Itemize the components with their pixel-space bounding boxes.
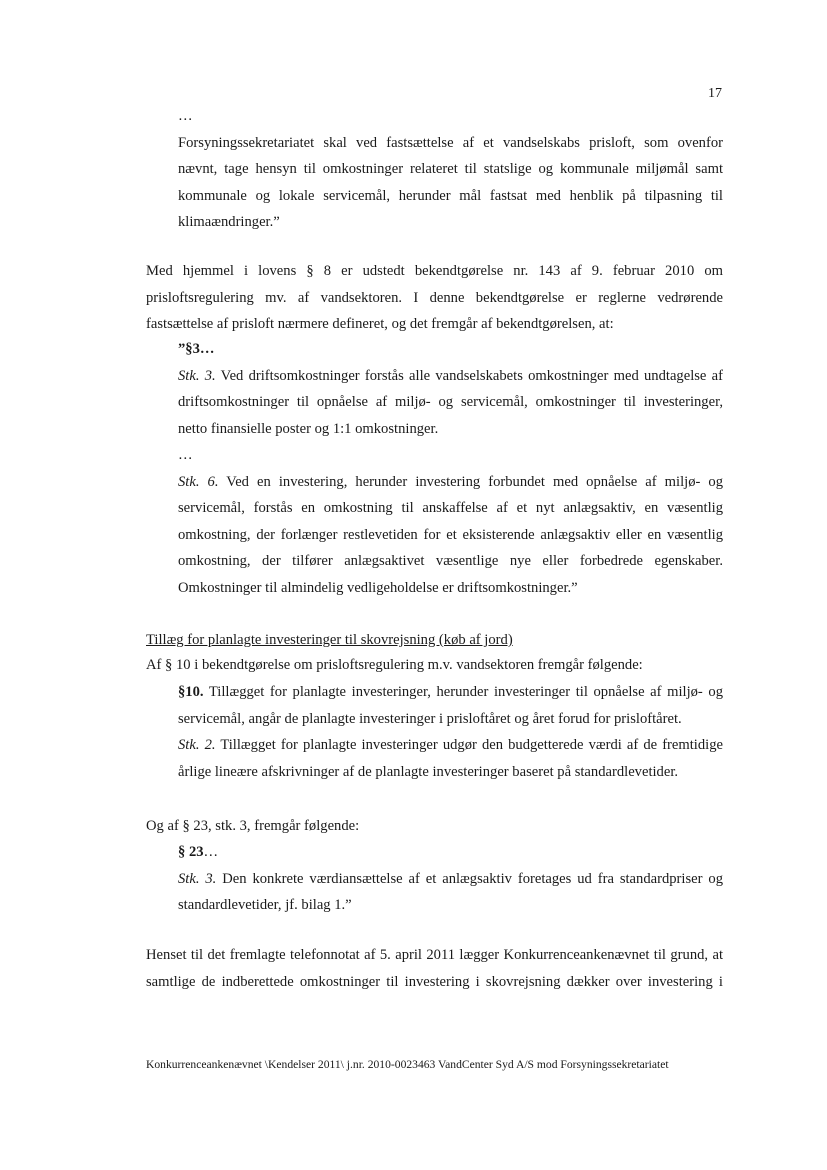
text-line: samtlige de indberettede omkostninger til investering i skovrejsning dækker over investering i	[146, 973, 723, 990]
section-text: Tillægget for planlagte investeringer, herunder investeringer til opnåelse af miljø- og	[203, 684, 723, 700]
stk-label: Stk. 3.	[178, 870, 217, 887]
paragraph-4	[146, 942, 723, 995]
text-line: driftsomkostninger til opnåelse af miljø- og servicemål, omkostninger til investeringer,	[178, 394, 723, 410]
text-line: kommunale og lokale servicemål, herunder mål fastsat med henblik på tilpasning til	[178, 187, 723, 204]
stk-label: Stk. 3.	[178, 367, 216, 384]
paragraph-2	[146, 652, 723, 679]
page-footer: Konkurrenceankenævnet \Kendelser 2011\ j.nr. 2010-0023463 VandCenter Syd A/S mod Forsyningssekretariatet	[146, 1058, 669, 1071]
stk-label: Stk. 2.	[178, 737, 216, 753]
text-line: Forsyningssekretariatet skal ved fastsættelse af et vandselskabs prisloft, som ovenfor	[178, 134, 723, 151]
text-line: Omkostninger til almindelig vedligeholdelse er driftsomkostninger.”	[178, 579, 578, 596]
ellipsis: …	[178, 108, 193, 124]
stk-label: Stk. 6.	[178, 473, 219, 490]
section-heading-underlined: Tillæg for planlagte investeringer til skovrejsning (køb af jord)	[146, 632, 513, 648]
text-line: omkostning, der forlænger restlevetiden for et eksisterende anlægsaktiv eller en væsentlig	[178, 526, 723, 543]
text-line: omkostning, der tilfører anlægsaktivet væsentlige nye eller forbedrede egenskaber.	[178, 553, 723, 569]
text-line: netto finansielle poster og 1:1 omkostninger.	[178, 420, 439, 437]
text-line: servicemål, forstås en omkostning til anskaffelse af et nyt anlægsaktiv, en væsentlig	[178, 500, 723, 516]
paragraph-3	[146, 813, 723, 840]
quote-block-2	[178, 336, 723, 601]
text-line: Henset til det fremlagte telefonnotat af 5. april 2011 lægger Konkurrenceankenævnet til grund, at	[146, 947, 723, 963]
section-heading: ”§3…	[178, 341, 215, 357]
text-line: standardlevetider, jf. bilag 1.”	[178, 897, 352, 913]
stk-text: Ved driftsomkostninger forstås alle vandselskabets omkostninger med undtagelse af	[215, 367, 723, 384]
text-line: Af § 10 i bekendtgørelse om prisloftsregulering m.v. vandsektoren fremgår følgende:	[146, 657, 643, 673]
text-line: servicemål, angår de planlagte investeringer i prisloftåret og året forud for prisloftåret.	[178, 710, 682, 727]
text-line	[178, 732, 723, 759]
stk-text: Ved en investering, herunder investering forbundet med opnåelse af miljø- og	[218, 473, 723, 490]
text-line: prisloftsregulering mv. af vandsektoren. I denne bekendtgørelse er reglerne vedrørende	[146, 289, 723, 306]
stk-text: Den konkrete værdiansættelse af et anlægsaktiv foretages ud fra standardpriser og	[216, 870, 723, 887]
ellipsis: …	[178, 447, 193, 463]
text-line	[178, 469, 723, 496]
stk-text: Tillægget for planlagte investeringer udgør den budgetterede værdi af de fremtidige	[215, 737, 723, 753]
section-label: §10.	[178, 684, 204, 700]
text-line	[178, 363, 723, 390]
paragraph-1	[146, 258, 723, 338]
text-line	[178, 866, 723, 893]
section-ellipsis: …	[203, 844, 219, 860]
text-line: Og af § 23, stk. 3, fremgår følgende:	[146, 818, 360, 834]
page-number: 17	[708, 86, 722, 101]
text-line: Med hjemmel i lovens § 8 er udstedt bekendtgørelse nr. 143 af 9. februar 2010 om	[146, 263, 723, 279]
text-line: nævnt, tage hensyn til omkostninger relateret til statslige og kommunale miljømål samt	[178, 161, 723, 177]
quote-block-3	[178, 679, 723, 785]
section-heading	[178, 839, 723, 866]
text-line: klimaændringer.”	[178, 214, 280, 230]
text-line	[178, 679, 723, 706]
quote-block-4	[178, 839, 723, 919]
section-label: § 23	[178, 844, 204, 860]
quote-block-1	[178, 103, 723, 236]
text-line: fastsættelse af prisloft nærmere defineret, og det fremgår af bekendtgørelsen, at:	[146, 316, 614, 332]
text-line: årlige lineære afskrivninger af de planlagte investeringer baseret på standardlevetider.	[178, 763, 679, 780]
